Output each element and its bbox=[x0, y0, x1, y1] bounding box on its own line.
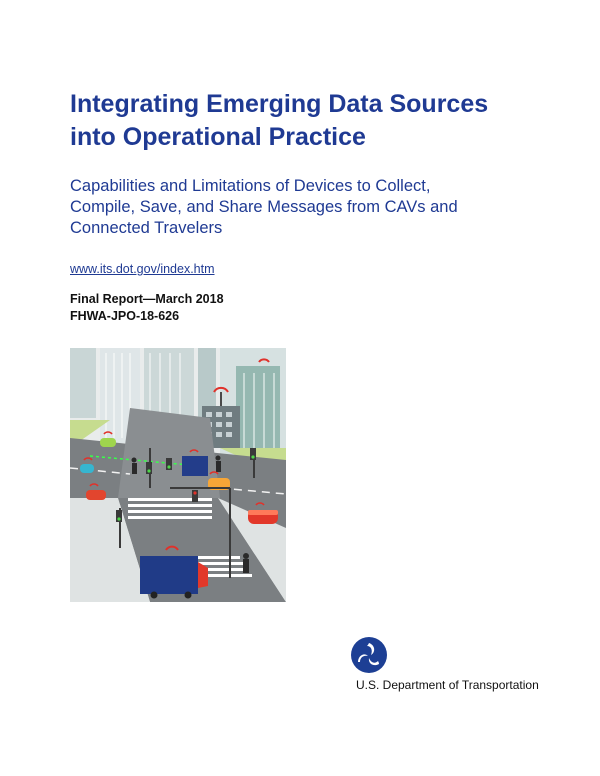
title-line-2: into Operational Practice bbox=[70, 123, 366, 151]
title-line-1: Integrating Emerging Data Sources bbox=[70, 90, 489, 118]
report-date: Final Report—March 2018 bbox=[70, 292, 224, 306]
subtitle-line-1: Capabilities and Limitations of Devices to Collect, bbox=[70, 177, 431, 195]
subtitle-line-3: Connected Travelers bbox=[70, 219, 223, 237]
agency-name: U.S. Department of Transportation bbox=[356, 678, 539, 692]
report-subtitle bbox=[70, 176, 540, 239]
report-info bbox=[70, 291, 224, 325]
connected-city-intersection-illustration bbox=[70, 348, 286, 602]
report-number: FHWA-JPO-18-626 bbox=[70, 309, 180, 323]
subtitle-line-2: Compile, Save, and Share Messages from CAVs and bbox=[70, 198, 458, 216]
its-website-link[interactable]: www.its.dot.gov/index.htm bbox=[70, 262, 215, 276]
dot-triskelion-logo bbox=[351, 637, 387, 673]
report-title bbox=[70, 88, 550, 154]
